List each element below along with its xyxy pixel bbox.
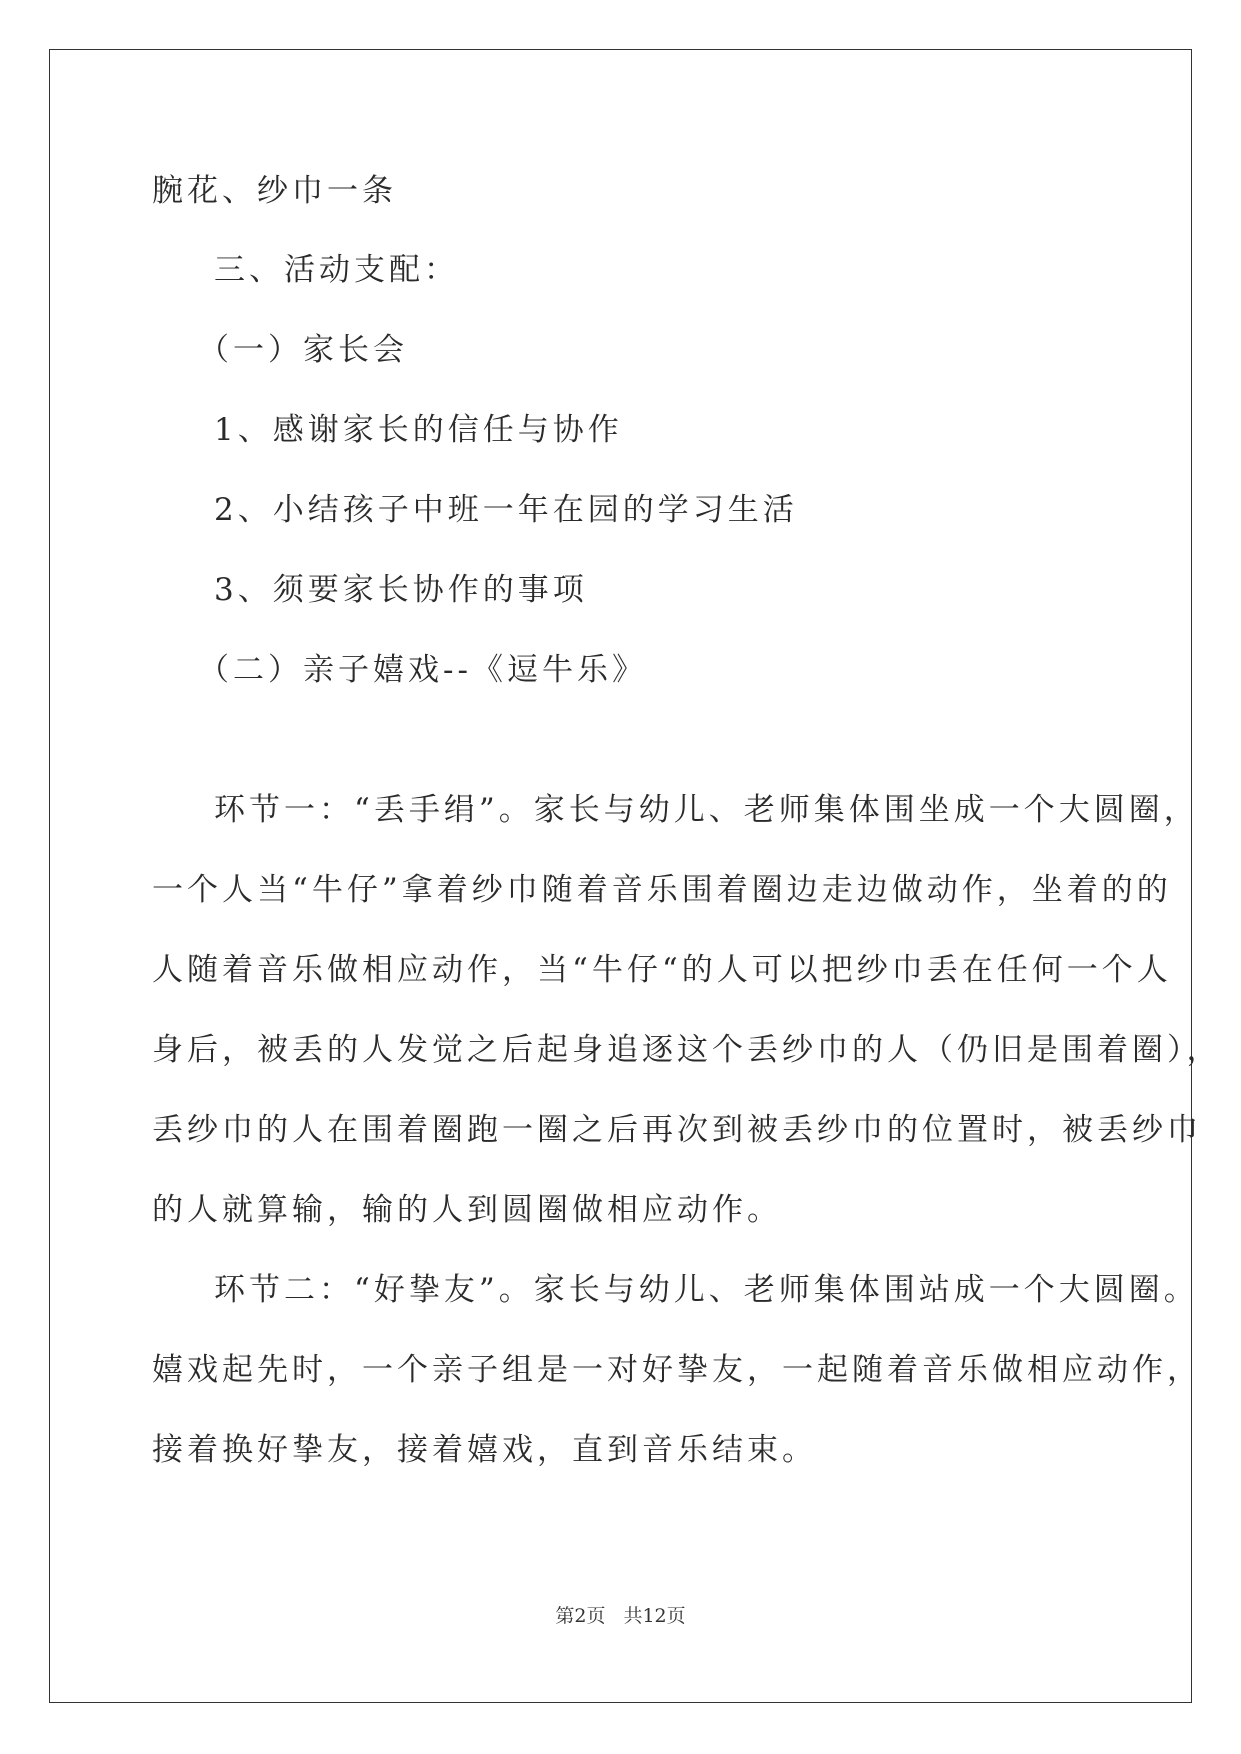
text-line: 腕花、纱巾一条 — [152, 173, 397, 209]
list-item: 2、小结孩子中班一年在园的学习生活 — [214, 492, 798, 528]
paragraph-line: 丢纱巾的人在围着圈跑一圈之后再次到被丢纱巾的位置时，被丢纱巾 — [152, 1112, 1202, 1148]
subsection-heading: （一）家长会 — [198, 332, 408, 368]
paragraph-line: 人随着音乐做相应动作，当“牛仔“的人可以把纱巾丢在任何一个人 — [152, 952, 1172, 988]
paragraph-line: 环节二：“好挚友”。家长与幼儿、老师集体围站成一个大圆圈。 — [214, 1272, 1199, 1308]
section-heading: 三、活动支配： — [214, 252, 459, 288]
list-item: 3、须要家长协作的事项 — [214, 572, 588, 608]
page-number: 第2页 — [555, 1605, 606, 1627]
paragraph-line: 的人就算输，输的人到圆圈做相应动作。 — [152, 1192, 782, 1228]
paragraph-line: 嬉戏起先时，一个亲子组是一对好挚友，一起随着音乐做相应动作， — [152, 1352, 1202, 1388]
list-item: 1、感谢家长的信任与协作 — [214, 412, 623, 448]
paragraph-line: 身后，被丢的人发觉之后起身追逐这个丢纱巾的人（仍旧是围着圈）， — [152, 1032, 1222, 1068]
paragraph-line: 一个人当“牛仔”拿着纱巾随着音乐围着圈边走边做动作，坐着的的 — [152, 872, 1172, 908]
subsection-heading: （二）亲子嬉戏--《逗牛乐》 — [198, 652, 647, 688]
page-total: 共12页 — [623, 1605, 686, 1627]
paragraph-line: 接着换好挚友，接着嬉戏，直到音乐结束。 — [152, 1432, 817, 1468]
page-footer — [0, 1601, 1241, 1628]
paragraph-line: 环节一：“丢手绢”。家长与幼儿、老师集体围坐成一个大圆圈， — [214, 792, 1199, 828]
